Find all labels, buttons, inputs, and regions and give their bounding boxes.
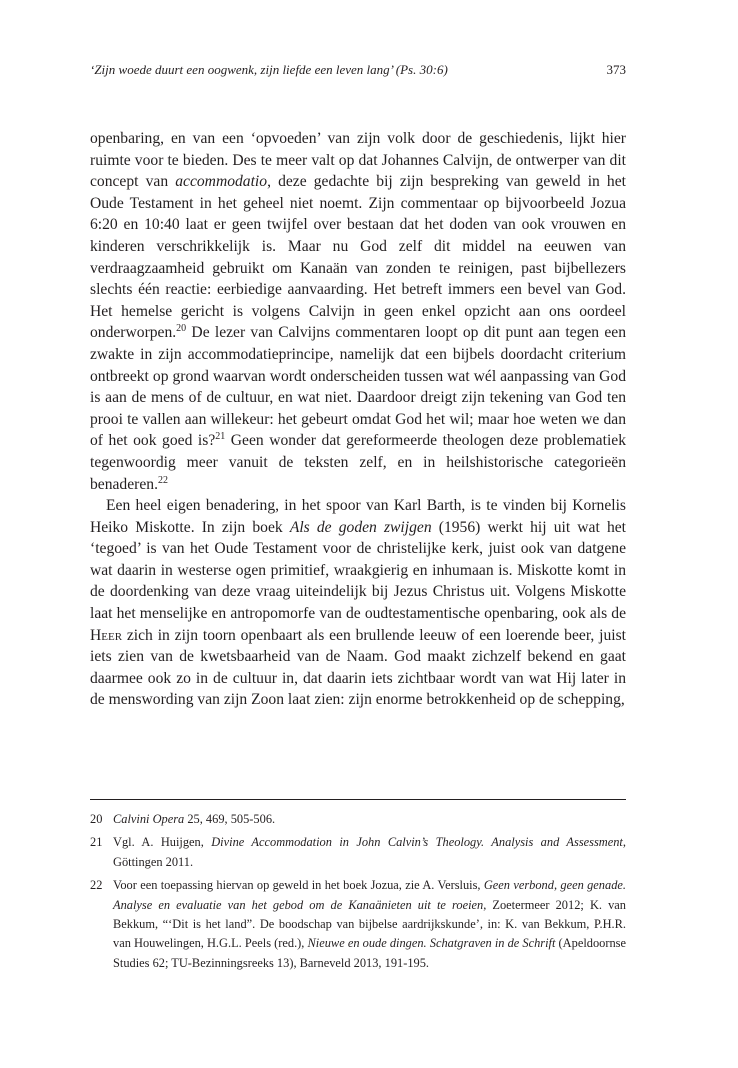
p1-text-2: , deze gedachte bij zijn bespreking van geweld in het Oude Testament in het geheel niet noemt. Zijn commentaar op bijvoorbeeld Jozua 6:20 en 10:40 laat er geen twijfel over bestaan dat het doden van ook vrouwen en kinderen verschrikkelijk is. Maar nu God zelf dit middel na eeuwen van verdraagzaamheid gebruikt om Kanaän van zonden te reinigen, past bijbellezers slechts één reactie: eerbiedige aanvaarding. Het betreft immers een bevel van God. Het hemelse gericht is volgens Calvijn in geen enkel opzicht aan ons oordeel onderworpen. xyxy=(90,173,626,342)
paragraph-1 xyxy=(90,128,626,495)
footnote-body: , Zoetermeer 2012; K. van Bekkum, “‘Dit is het land”. De boodschap van bijbelse aardrijkskunde’, in: K. van Bekkum, P.H.R. van Houwelingen, H.G.L. Peels (red.), xyxy=(113,897,626,951)
footnote-body: Vgl. A. Huijgen, xyxy=(113,835,212,850)
p2-text-2: (1956) werkt hij uit wat het ‘tegoed’ is van het Oude Testament voor de christelijke kerk, juist ook van datgene wat daarin in westerse ogen primitief, wraakgierig en inhumaan is. Miskotte komt in de doordenking van deze vraag uiteindelijk bij Jezus Christus uit. Volgens Miskotte laat het menselijke en antropomorfe van de oudtestamentische openbaring, ook als de xyxy=(90,518,626,623)
footnote-number: 22 xyxy=(90,878,103,893)
footnote-22 xyxy=(90,876,626,973)
footnote-body: Voor een toepassing hiervan op geweld in het boek Jozua, zie A. Versluis, xyxy=(113,878,484,893)
p1-text-3: De lezer van Calvijns commentaren loopt op dit punt aan tegen een zwakte in zijn accommodatieprincipe, namelijk dat een bijbels doordacht criterium ontbreekt op grond waarvan wordt onderscheiden tussen wat wél aanpassing van God is aan de mens of de cultuur, en wat niet. Daardoor dreigt zijn tekening van God ten prooi te vallen aan willekeur: het gebeurt omdat God het wil; maar hoe weten we dan of het ook goed is? xyxy=(90,324,626,450)
running-head xyxy=(90,62,626,78)
footnote-body: 25, 469, 505-506. xyxy=(184,812,276,826)
footnote-body: (Apeldoornse Studies 62; TU-Bezinningsreeks 13), Barneveld 2013, 191-195. xyxy=(113,936,626,970)
footnote-ref-22[interactable]: 22 xyxy=(157,474,168,486)
footnote-emphasis: Geen verbond, geen genade. Analyse en evaluatie van het gebod om de Kanaänieten uit te roeien xyxy=(113,878,626,912)
footnotes xyxy=(90,810,626,977)
footnote-emphasis: Nieuwe en oude dingen. Schatgraven in de Schrift xyxy=(307,936,556,951)
footnote-emphasis: Divine Accommodation in John Calvin’s Theology. Analysis and Assessment xyxy=(211,835,623,850)
page-number: 373 xyxy=(606,62,626,77)
footnote-emphasis: Calvini Opera xyxy=(113,812,185,826)
footnote-text xyxy=(113,833,626,872)
footnote-number: 20 xyxy=(90,812,103,826)
paragraph-2 xyxy=(90,495,626,711)
footnote-21 xyxy=(90,833,626,872)
footnote-number: 21 xyxy=(90,835,103,850)
p2-book-title: Als de goden zwijgen xyxy=(289,518,432,536)
footnote-body: , Göttingen 2011. xyxy=(113,835,626,869)
footnote-text xyxy=(113,876,626,973)
footnote-20 xyxy=(90,810,626,829)
main-text xyxy=(90,128,626,711)
footnote-ref-21[interactable]: 21 xyxy=(215,431,226,443)
footnote-rule xyxy=(90,799,626,800)
p1-text-1: openbaring, en van een ‘opvoeden’ van zijn volk door de geschiedenis, lijkt hier ruimte voor te bieden. Des te meer valt op dat Johannes Calvijn, de ontwerper van dit concept van xyxy=(90,130,626,191)
footnote-text xyxy=(113,810,626,829)
p2-text-1: Een heel eigen benadering, in het spoor van Karl Barth, is te vinden bij Kornelis Heiko Miskotte. In zijn boek xyxy=(90,497,626,536)
p2-small-caps: Heer xyxy=(90,626,123,644)
p1-emphasis: accommodatio xyxy=(175,173,268,191)
running-title: ‘Zijn woede duurt een oogwenk, zijn liefde een leven lang’ (Ps. 30:6) xyxy=(90,62,448,77)
p2-text-3: zich in zijn toorn openbaart als een brullende leeuw of een loerende beer, juist iets zien van de kwetsbaarheid van de Naam. God maakt zichzelf bekend en gaat daarmee ook zo in de cultuur in, dat daarin iets zichtbaar wordt van wat Hij later in de menswording van zijn Zoon laat zien: zijn enorme betrokkenheid op de schepping, xyxy=(90,626,626,709)
footnote-ref-20[interactable]: 20 xyxy=(176,323,187,335)
p1-text-4: Geen wonder dat gereformeerde theologen deze problematiek tegenwoordig meer vanuit de teksten zelf, en in heilshistorische categorieën benaderen. xyxy=(90,432,626,493)
